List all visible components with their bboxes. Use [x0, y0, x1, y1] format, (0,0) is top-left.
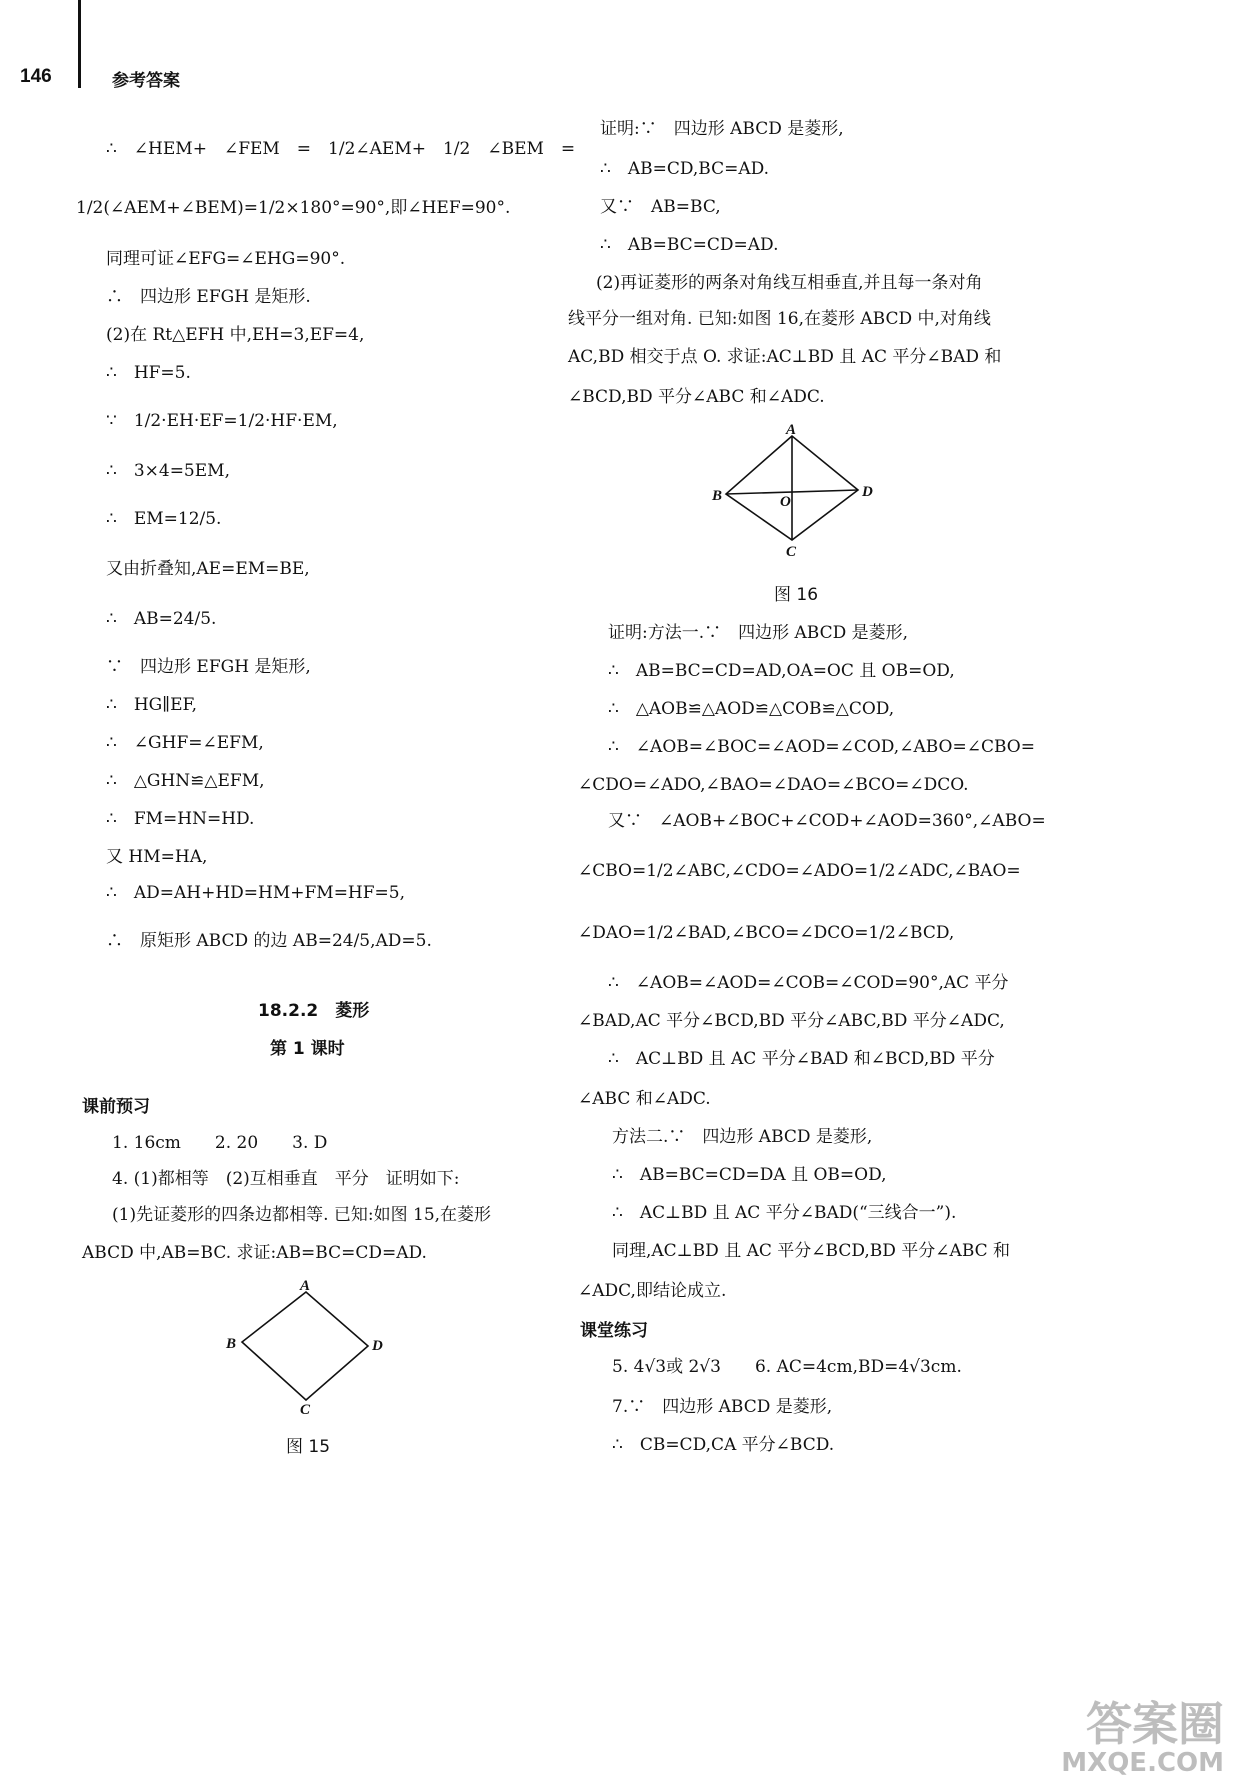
solution-line: ∴ ∠HEM+ ∠FEM = 1/2∠AEM+ 1/2 ∠BEM =	[106, 139, 576, 159]
practice-line: ∴ CB=CD,CA 平分∠BCD.	[612, 1435, 835, 1455]
figure-15-caption: 图 15	[286, 1437, 331, 1457]
proof-line: 又∵ ∠AOB+∠BOC+∠COD+∠AOD=360°,∠ABO=	[608, 811, 1046, 831]
solution-line: ∴ 四边形 EFGH 是矩形.	[106, 287, 311, 307]
proof-line: ∠BAD,AC 平分∠BCD,BD 平分∠ABC,BD 平分∠ADC,	[578, 1011, 1005, 1031]
proof-line: ∴ AC⊥BD 且 AC 平分∠BAD 和∠BCD,BD 平分	[608, 1049, 995, 1069]
proof-line: ∠ADC,即结论成立.	[578, 1281, 727, 1301]
solution-line: ∴ HF=5.	[106, 363, 191, 383]
proof-line: ∴ AB=BC=CD=DA 且 OB=OD,	[612, 1165, 887, 1185]
proof-line: ∠BCD,BD 平分∠ABC 和∠ADC.	[568, 387, 825, 407]
label-d: D	[372, 1338, 383, 1354]
label-b: B	[712, 488, 723, 504]
proof-line: ∴ △AOB≌△AOD≌△COB≌△COD,	[608, 699, 895, 719]
proof-line: ∴ AC⊥BD 且 AC 平分∠BAD(“三线合一”).	[612, 1203, 957, 1223]
proof-line: 证明:方法一.∵ 四边形 ABCD 是菱形,	[608, 623, 909, 643]
watermark-logo: 答案圈	[1086, 1697, 1224, 1751]
practice-line: 5. 4√3或 2√3 6. AC=4cm,BD=4√3cm.	[612, 1357, 962, 1377]
figure-16-caption: 图 16	[774, 585, 819, 605]
solution-line: ∴ 3×4=5EM,	[106, 461, 230, 481]
label-c: C	[786, 544, 797, 560]
proof-line: ∴ ∠AOB=∠BOC=∠AOD=∠COD,∠ABO=∠CBO=	[608, 737, 1035, 757]
label-d: D	[862, 484, 873, 500]
solution-line: ∴ 原矩形 ABCD 的边 AB=24/5,AD=5.	[106, 931, 432, 951]
proof-line: 同理,AC⊥BD 且 AC 平分∠BCD,BD 平分∠ABC 和	[612, 1241, 1011, 1261]
solution-line: ∴ HG∥EF,	[106, 695, 198, 715]
section-subtitle: 第 1 课时	[270, 1039, 345, 1059]
proof-line: ∴ ∠AOB=∠AOD=∠COB=∠COD=90°,AC 平分	[608, 973, 1009, 993]
label-o: O	[780, 494, 791, 510]
proof-line: ∠CBO=1/2∠ABC,∠CDO=∠ADO=1/2∠ADC,∠BAO=	[578, 861, 1021, 881]
proof-line: ∠CDO=∠ADO,∠BAO=∠DAO=∠BCO=∠DCO.	[578, 775, 969, 795]
proof-line: (2)再证菱形的两条对角线互相垂直,并且每一条对角	[596, 273, 983, 293]
preview-line: (1)先证菱形的四条边都相等. 已知:如图 15,在菱形	[112, 1205, 492, 1225]
solution-line: 又由折叠知,AE=EM=BE,	[106, 559, 310, 579]
figure-16-rhombus	[700, 418, 890, 568]
preview-line: ABCD 中,AB=BC. 求证:AB=BC=CD=AD.	[82, 1243, 427, 1263]
label-a: A	[300, 1278, 311, 1294]
label-c: C	[300, 1402, 311, 1418]
watermark-url: MXQE.COM	[1061, 1748, 1224, 1778]
solution-line: ∵ 四边形 EFGH 是矩形,	[106, 657, 311, 677]
proof-line: ∴ AB=BC=CD=AD.	[600, 235, 779, 255]
solution-line: 1/2(∠AEM+∠BEM)=1/2×180°=90°,即∠HEF=90°.	[76, 198, 511, 218]
solution-line: 同理可证∠EFG=∠EHG=90°.	[106, 249, 346, 269]
proof-line: 方法二.∵ 四边形 ABCD 是菱形,	[612, 1127, 873, 1147]
page-number: 146	[20, 66, 52, 87]
solution-line: ∴ EM=12/5.	[106, 509, 222, 529]
figure-15-rhombus	[220, 1278, 390, 1418]
label-a: A	[786, 422, 797, 438]
label-b: B	[226, 1336, 237, 1352]
header-rule	[78, 0, 81, 88]
solution-line: (2)在 Rt△EFH 中,EH=3,EF=4,	[106, 325, 365, 345]
proof-line: ∴ AB=CD,BC=AD.	[600, 159, 770, 179]
preview-line: 4. (1)都相等 (2)互相垂直 平分 证明如下:	[112, 1169, 460, 1189]
proof-line: ∠DAO=1/2∠BAD,∠BCO=∠DCO=1/2∠BCD,	[578, 923, 955, 943]
proof-line: ∠ABC 和∠ADC.	[578, 1089, 711, 1109]
solution-line: ∴ △GHN≌△EFM,	[106, 771, 265, 791]
proof-line: AC,BD 相交于点 O. 求证:AC⊥BD 且 AC 平分∠BAD 和	[568, 347, 1002, 367]
preview-heading: 课前预习	[82, 1097, 150, 1117]
solution-line: ∴ FM=HN=HD.	[106, 809, 255, 829]
solution-line: ∴ AB=24/5.	[106, 609, 217, 629]
page-title: 参考答案	[112, 71, 180, 91]
solution-line: ∴ AD=AH+HD=HM+FM=HF=5,	[106, 883, 406, 903]
solution-line: ∴ ∠GHF=∠EFM,	[106, 733, 264, 753]
solution-line: ∵ 1/2·EH·EF=1/2·HF·EM,	[106, 411, 338, 431]
proof-line: 证明:∵ 四边形 ABCD 是菱形,	[600, 119, 844, 139]
practice-line: 7.∵ 四边形 ABCD 是菱形,	[612, 1397, 833, 1417]
proof-line: ∴ AB=BC=CD=AD,OA=OC 且 OB=OD,	[608, 661, 955, 681]
practice-heading: 课堂练习	[580, 1321, 648, 1341]
section-title: 18.2.2 菱形	[258, 1001, 370, 1021]
proof-line: 又∵ AB=BC,	[600, 197, 721, 217]
preview-line: 1. 16cm 2. 20 3. D	[112, 1133, 328, 1153]
proof-line: 线平分一组对角. 已知:如图 16,在菱形 ABCD 中,对角线	[568, 309, 991, 329]
solution-line: 又 HM=HA,	[106, 847, 208, 867]
